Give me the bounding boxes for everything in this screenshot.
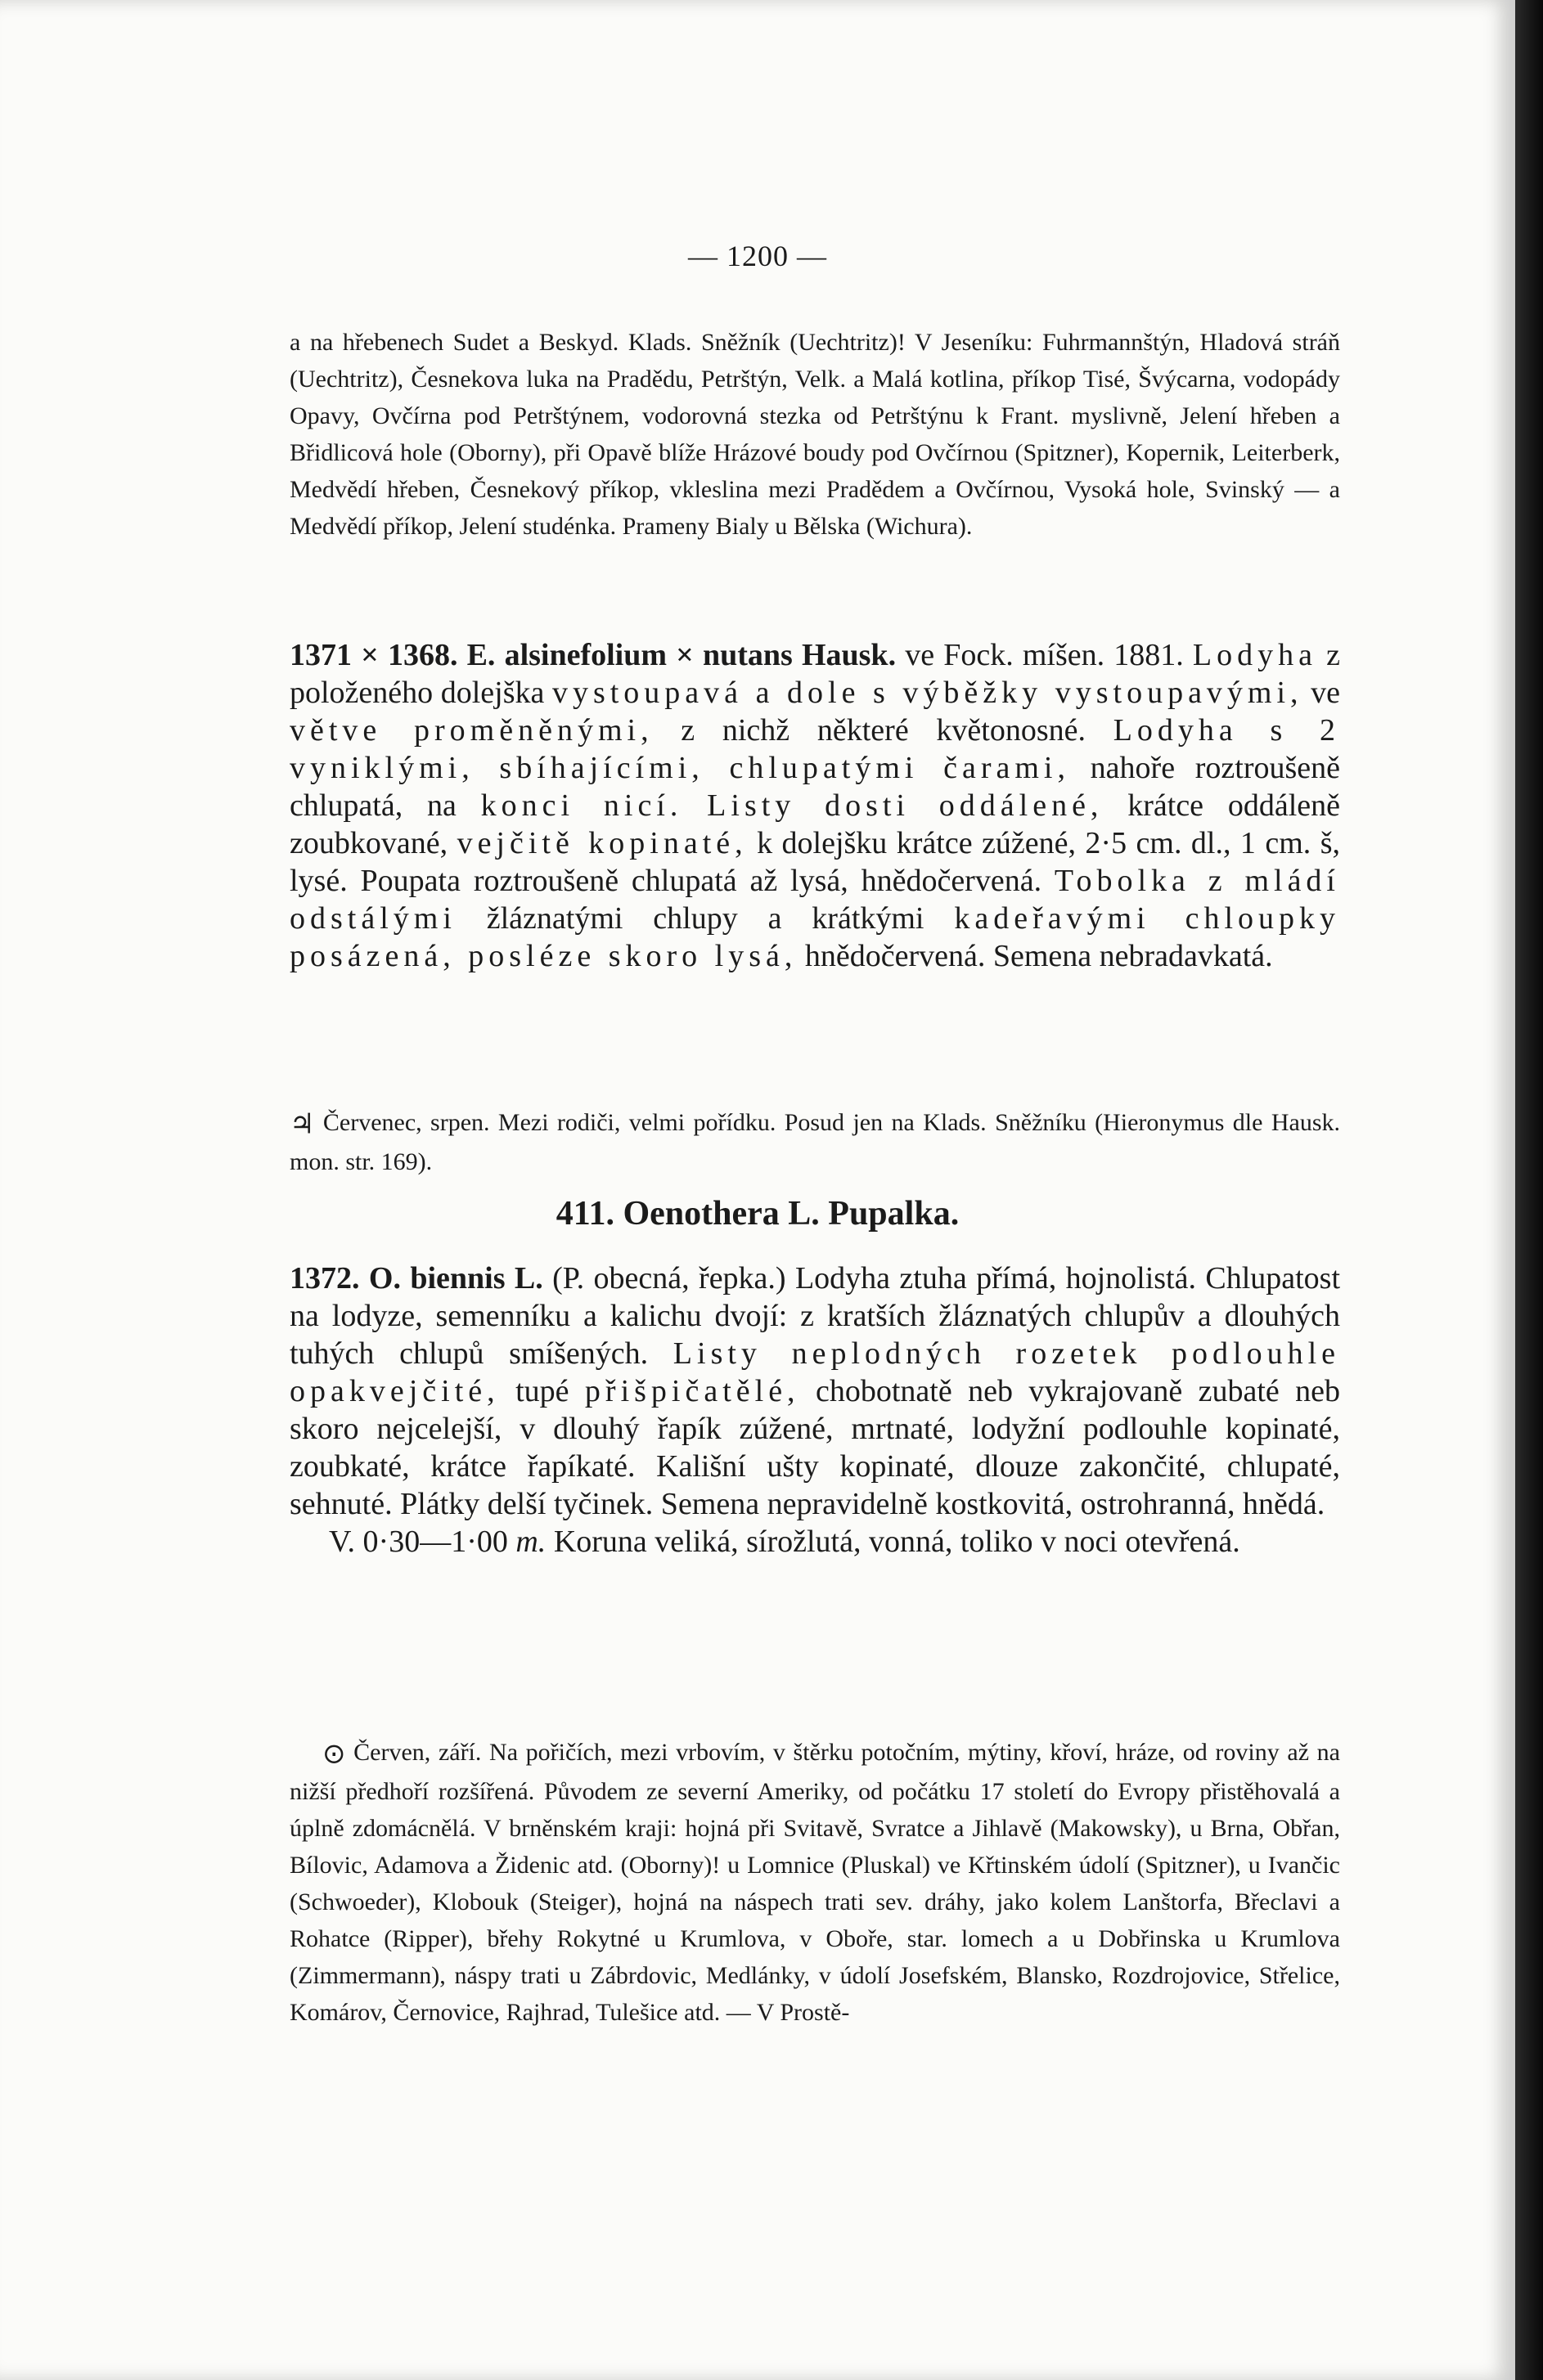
entry-1371-spaced-1: Lodyha [1192, 638, 1317, 672]
entry-1371-number: 1371 [290, 638, 352, 672]
entry-1371-cross2: × [676, 638, 694, 672]
entry-1372-habitat [290, 1734, 1340, 2031]
entry-1372-habitat-text: Červen, září. Na pořičích, mezi vrbovím, v štěrku potočním, mýtiny, křoví, hráze, od roviny až na nižší předhoří rozšířená. Původem ze severní Ameriky, od počátku 17 století do Evropy přistěhovalá a úplně zdomácnělá. V brněnském kraji: hojná při Svitavě, Svratce a Jihlavě (Makowsky), u Brna, Obřan, Bílovic, Adamova a Židenic atd. (Oborny)! u Lomnice (Pluskal) ve Křtinském údolí (Spitzner), u Ivančic (Schwoeder), Klobouk (Steiger), hojná na náspech trati sev. dráhy, jako kolem Lanštorfa, Břeclavi a Rohatce (Ripper), břehy Rokytné u Krumlova, v Oboře, star. lomech a u Dobřinska u Krumlova (Zimmermann), náspy trati u Zábrdovic, Medlánky, v údolí Josefském, Blansko, Rozdrojovice, Střelice, Komárov, Černovice, Rajhrad, Tulešice atd. — V Prostě- [290, 1739, 1341, 2026]
entry-1371-text-6: k dolejšku krátce zúžené, 2·5 cm. dl., 1 cm. š, lysé. Poupata roztroušeně chlupatá až lysá, hnědočervená. [290, 826, 1341, 898]
entry-1371-spaced-3: větve proměněnými, [290, 713, 654, 748]
entry-1371-text-7: žláznatými chlupy a krátkými [486, 901, 924, 936]
entry-1371-name: E. alsinefolium [466, 638, 668, 672]
scan-edge [1515, 0, 1543, 2380]
entry-1372-name: O. biennis L. [368, 1261, 543, 1296]
entry-1372-text [290, 1260, 1340, 1523]
annual-biennial-symbol-icon: ⊙ [322, 1737, 346, 1771]
entry-1371-spaced-6: Listy dosti oddálené, [707, 788, 1104, 823]
entry-1371-name2: nutans Hausk. [702, 638, 897, 672]
entry-1371-number2: 1368. [387, 638, 458, 672]
entry-1371-spaced-4: Lodyha s 2 vyniklými, sbíhajícími, chlupatými čarami, [290, 713, 1341, 785]
entry-1371-spaced-7: vejčitě kopinaté, [457, 826, 748, 860]
genus-heading: 411. Oenothera L. Pupalka. [556, 1195, 960, 1233]
entry-1371-spaced-8: Tobolka z mládí odstálými [290, 864, 1340, 936]
entry-1372 [290, 1260, 1340, 1560]
entry-1371-cross: × [361, 638, 379, 672]
entry-1372-number: 1372. [290, 1261, 360, 1296]
entry-1372-habitat-block [290, 1734, 1340, 2031]
entry-1371-spaced-9: kadeřavými chloupky posázená, posléze skoro lysá, [290, 901, 1341, 973]
entry-1371-text [290, 636, 1340, 975]
entry-1371-text-2: ve [1311, 676, 1341, 710]
top-paragraph: a na hřebenech Sudet a Beskyd. Klads. Sněžník (Uechtritz)! V Jeseníku: Fuhrmannštýn, Hladová stráň (Uechtritz), Česnekova luka na Pradědu, Petrštýn, Velk. a Malá kotlina, příkop Tisé, Švýcarna, vodopády Opavy, Ovčírna pod Petrštýnem, vodorovná stezka od Petrštýnu k Frant. myslivně, Jelení hřeben a Břidlicová hole (Oborny), při Opavě blíže Hrázové boudy pod Ovčírnou (Spitzner), Kopernik, Leiterberk, Medvědí hřeben, Česnekový příkop, vkleslina mezi Pradědem a Ovčírnou, Vysoká hole, Svinský — a Medvědí příkop, Jelení studénka. Prameny Bialy u Bělska (Wichura). [290, 329, 1340, 540]
entry-1371-note [290, 1104, 1340, 1180]
entry-1371-spaced-2: vystoupavá a dole s výběžky vystoupavými, [551, 676, 1303, 710]
entry-1371-text-8: hnědočervená. Semena nebradavkatá. [804, 939, 1273, 973]
entry-1372-height-line: V. 0·30—1·00 [329, 1525, 508, 1559]
entry-1372-height-unit: m. [515, 1525, 547, 1559]
entry-1371-note-text: Červenec, srpen. Mezi rodiči, velmi pořídku. Posud jen na Klads. Sněžníku (Hieronymus dle Hausk. mon. str. 169). [290, 1109, 1340, 1175]
entry-1372-text-2: chobotnatě neb vykrajovaně zubaté neb skoro nejcelejší, v dlouhý řapík zúžené, mrtnaté, lodyžní podlouhle kopinaté, zoubkaté, krátce řapíkaté. Kališní ušty kopinaté, dlouze zakončité, chlupaté, sehnuté. Plátky delší tyčinek. Semena nepravidelně kostkovitá, ostrohranná, hnědá. [290, 1374, 1341, 1521]
entry-1371 [290, 636, 1340, 975]
entry-1371-text-3: z nichž některé květonosné. [681, 713, 1086, 748]
entry-1371-text-5: krátce oddáleně zoubkované, [290, 788, 1340, 860]
entry-1372-height [290, 1523, 1340, 1560]
entry-1372-spaced-1: Listy neplodných rozetek podlouhle opakvejčité, [290, 1336, 1341, 1408]
page-number: — 1200 — [688, 240, 827, 272]
perennial-symbol-icon: ♃ [290, 1107, 315, 1141]
entry-1371-rest1: ve Fock. míšen. 1881. [905, 638, 1184, 672]
entry-1371-text-1: z položeného dolejška [290, 638, 1341, 710]
entry-1372-desc1: (P. obecná, řepka.) Lodyha ztuha přímá, hojnolistá. Chlupatost na lodyze, semenníku a kalichu dvojí: z kratších žláznatých chlupův a dlouhých tuhých chlupů smíšených. [290, 1261, 1341, 1371]
entry-1372-spaced-2: přišpičatělé, [584, 1374, 800, 1408]
entry-1371-spaced-5: konci nicí. [480, 788, 683, 823]
entry-1371-note-block [290, 1104, 1340, 1180]
entry-1371-text-4: nahoře roztroušeně chlupatá, na [290, 751, 1340, 823]
entry-1372-text-1: tupé [515, 1374, 569, 1408]
top-paragraph-block [290, 324, 1340, 545]
entry-1372-height-rest: Koruna veliká, sírožlutá, vonná, toliko v noci otevřená. [553, 1525, 1240, 1559]
